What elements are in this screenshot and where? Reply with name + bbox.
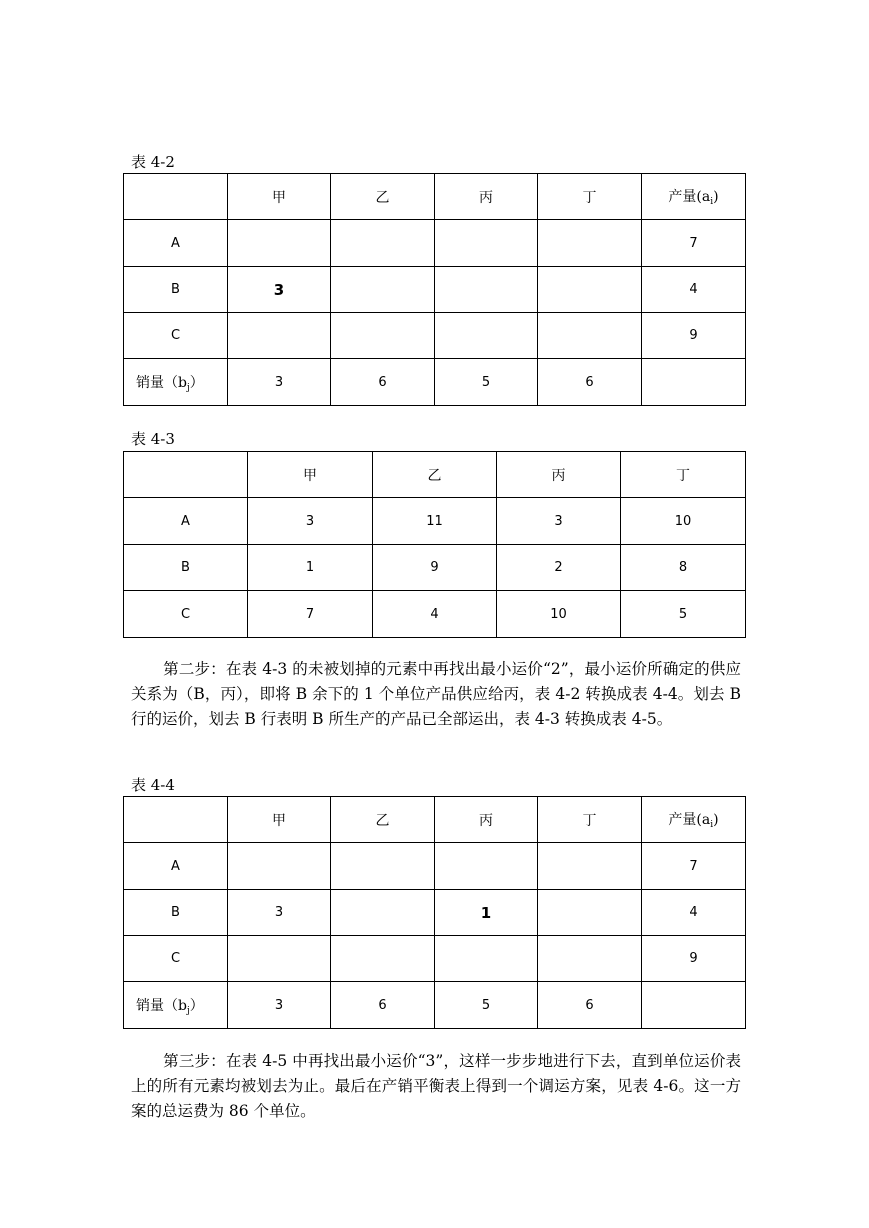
header-yi: 乙 bbox=[331, 174, 435, 220]
demand-cell: 5 bbox=[435, 982, 538, 1029]
cell bbox=[435, 220, 538, 267]
demand-cell: 6 bbox=[538, 982, 642, 1029]
row-label-b: B bbox=[124, 890, 228, 936]
cost-cell: 8 bbox=[621, 545, 746, 591]
row-label-a: A bbox=[124, 843, 228, 890]
cell bbox=[538, 313, 642, 359]
header-jia: 甲 bbox=[228, 174, 331, 220]
demand-label: 销量$(b_j)$ bbox=[124, 359, 228, 406]
empty-cell bbox=[642, 359, 746, 406]
header-bing: 丙 bbox=[435, 174, 538, 220]
cost-cell: 7 bbox=[248, 591, 373, 638]
cell-allocation: 3 bbox=[228, 890, 331, 936]
header-bing: 丙 bbox=[497, 452, 621, 498]
cell bbox=[435, 267, 538, 313]
cost-cell: 4 bbox=[373, 591, 497, 638]
cell bbox=[538, 936, 642, 982]
row-label-a: A bbox=[124, 498, 248, 545]
supply-cell: 9 bbox=[642, 936, 746, 982]
demand-label: 销量$(b_j)$ bbox=[124, 982, 228, 1029]
supply-cell: 4 bbox=[642, 890, 746, 936]
cell bbox=[538, 267, 642, 313]
cost-cell: 11 bbox=[373, 498, 497, 545]
header-bing: 丙 bbox=[435, 797, 538, 843]
header-jia: 甲 bbox=[228, 797, 331, 843]
header-jia: 甲 bbox=[248, 452, 373, 498]
cell bbox=[228, 313, 331, 359]
supply-cell: 7 bbox=[642, 843, 746, 890]
cell bbox=[435, 936, 538, 982]
cell bbox=[331, 890, 435, 936]
header-empty bbox=[124, 452, 248, 498]
cost-cell: 5 bbox=[621, 591, 746, 638]
header-empty bbox=[124, 174, 228, 220]
demand-cell: 5 bbox=[435, 359, 538, 406]
cost-cell: 3 bbox=[497, 498, 621, 545]
header-empty bbox=[124, 797, 228, 843]
cell bbox=[331, 313, 435, 359]
header-ding: 丁 bbox=[621, 452, 746, 498]
table-4-3 bbox=[123, 451, 746, 638]
supply-cell: 4 bbox=[642, 267, 746, 313]
cell bbox=[538, 220, 642, 267]
cost-cell: 9 bbox=[373, 545, 497, 591]
demand-cell: 6 bbox=[538, 359, 642, 406]
supply-cell: 9 bbox=[642, 313, 746, 359]
cost-cell: 10 bbox=[621, 498, 746, 545]
demand-cell: 3 bbox=[228, 982, 331, 1029]
cell bbox=[435, 843, 538, 890]
cell bbox=[331, 843, 435, 890]
supply-cell: 7 bbox=[642, 220, 746, 267]
cost-cell: 10 bbox=[497, 591, 621, 638]
paragraph-step-3: 第三步：在表 4-5 中再找出最小运价“3”，这样一步步地进行下去，直到单位运价表上的所有元素均被划去为止。最后在产销平衡表上得到一个调运方案，见表 4-6。这一方案的总运费为 86 个单位。 bbox=[131, 1052, 741, 1120]
row-label-c: C bbox=[124, 591, 248, 638]
cell bbox=[228, 936, 331, 982]
table-4-4-caption: 表 4-4 bbox=[131, 776, 175, 794]
table-4-2-caption: 表 4-2 bbox=[131, 153, 175, 171]
cell bbox=[331, 936, 435, 982]
cost-cell: 2 bbox=[497, 545, 621, 591]
cell bbox=[538, 843, 642, 890]
header-yi: 乙 bbox=[373, 452, 497, 498]
cost-cell: 1 bbox=[248, 545, 373, 591]
demand-cell: 6 bbox=[331, 982, 435, 1029]
cell bbox=[228, 843, 331, 890]
empty-cell bbox=[642, 982, 746, 1029]
cell bbox=[538, 890, 642, 936]
header-yi: 乙 bbox=[331, 797, 435, 843]
header-ding: 丁 bbox=[538, 797, 642, 843]
row-label-c: C bbox=[124, 936, 228, 982]
row-label-b: B bbox=[124, 267, 228, 313]
row-label-a: A bbox=[124, 220, 228, 267]
cell bbox=[331, 220, 435, 267]
demand-cell: 6 bbox=[331, 359, 435, 406]
row-label-c: C bbox=[124, 313, 228, 359]
cost-cell: 3 bbox=[248, 498, 373, 545]
table-4-4 bbox=[123, 796, 746, 1029]
header-supply: 产量$(a_i)$ bbox=[642, 174, 746, 220]
demand-cell: 3 bbox=[228, 359, 331, 406]
cell-allocation-new: 1 bbox=[435, 890, 538, 936]
cell-allocation: 3 bbox=[228, 267, 331, 313]
cell bbox=[435, 313, 538, 359]
header-supply: 产量$(a_i)$ bbox=[642, 797, 746, 843]
cell bbox=[228, 220, 331, 267]
table-4-2 bbox=[123, 173, 746, 406]
table-4-3-caption: 表 4-3 bbox=[131, 430, 175, 448]
row-label-b: B bbox=[124, 545, 248, 591]
header-ding: 丁 bbox=[538, 174, 642, 220]
cell bbox=[331, 267, 435, 313]
paragraph-step-2: 第二步：在表 4-3 的未被划掉的元素中再找出最小运价“2”，最小运价所确定的供应关系为（B，丙），即将 B 余下的 1 个单位产品供应给丙，表 4-2 转换成表 4-4。划去 B 行的运价，划去 B 行表明 B 所生产的产品已全部运出，表 4-3 转换成表 4-5。 bbox=[131, 660, 741, 728]
